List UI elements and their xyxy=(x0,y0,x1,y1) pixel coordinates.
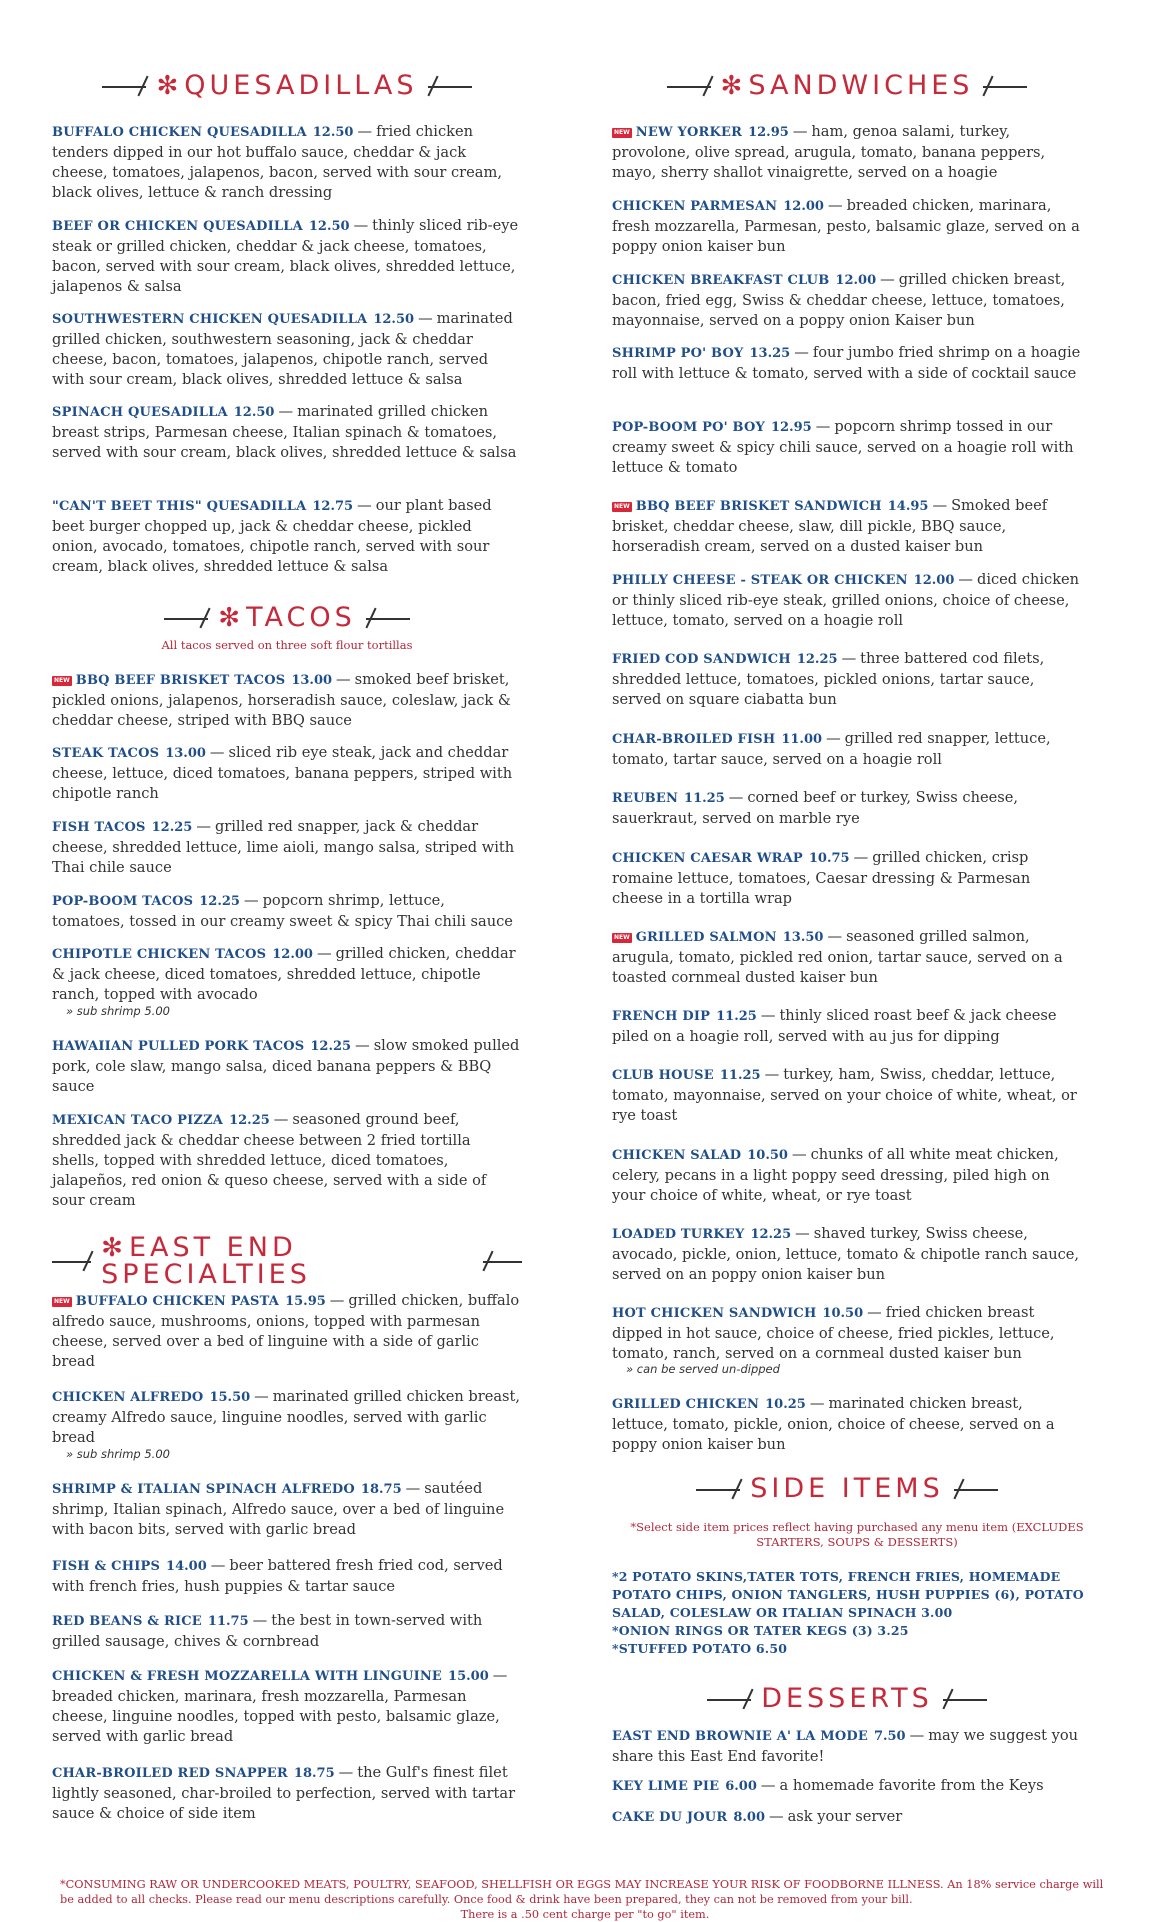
item-price: 12.25 xyxy=(310,1039,352,1054)
item-name: SHRIMP PO' BOY xyxy=(612,346,744,361)
menu-item: POP-BOOM PO' BOY 12.95 — popcorn shrimp tossed in our creamy sweet & spicy chili sauce, served on a hoagie roll with lettuce & tomato xyxy=(612,418,1074,476)
item-price: 12.00 xyxy=(272,947,313,962)
item-name: CLUB HOUSE xyxy=(612,1068,714,1083)
menu-item: CHICKEN & FRESH MOZZARELLA WITH LINGUINE 15.00 —breaded chicken, marinara, fresh mozzarella, Parmesan cheese, linguine noodles, topped with pesto, balsamic glaze, served with garlic bread xyxy=(52,1667,508,1745)
item-price: 13.50 xyxy=(782,930,824,945)
asterisk-star-icon: ✻ xyxy=(218,603,245,633)
divider-left-icon xyxy=(696,1478,740,1500)
tacos-note: All tacos served on three soft flour tortillas xyxy=(161,638,413,652)
section-title: SANDWICHES xyxy=(748,70,974,101)
divider-right-icon xyxy=(428,75,472,97)
menu-item: NEW BUFFALO CHICKEN PASTA 15.95 — grilled chicken, buffalo alfredo sauce, mushrooms, onions, topped with parmesan cheese, served over a bed of linguine with a side of garlic bread xyxy=(52,1292,520,1370)
sides-line: *STUFFED POTATO 6.50 xyxy=(612,1641,788,1656)
item-name: LOADED TURKEY xyxy=(612,1227,745,1242)
item-name: BUFFALO CHICKEN QUESADILLA xyxy=(52,125,307,140)
item-description: popcorn shrimp, lettuce, tomatoes, tossed in our creamy sweet & spicy Thai chili sauce xyxy=(52,892,513,930)
menu-item: CHICKEN CAESAR WRAP 10.75 — grilled chicken, crisp romaine lettuce, tomatoes, Caesar dressing & Parmesan cheese in a tortilla wrap xyxy=(612,849,1031,907)
section-title: EAST END SPECIALTIES xyxy=(101,1232,311,1290)
item-price: 14.00 xyxy=(166,1559,207,1574)
item-description: thinly sliced rib-eye steak or grilled chicken, cheddar & jack cheese, tomatoes, bacon, served with sour cream, black olives, shredded lettuce, jalapenos & salsa xyxy=(52,217,519,295)
item-price: 11.00 xyxy=(781,732,823,747)
item-price: 10.75 xyxy=(808,851,850,866)
item-name: EAST END BROWNIE A' LA MODE xyxy=(612,1729,868,1744)
item-description: may we suggest you share this East End favorite! xyxy=(612,1727,1079,1765)
item-price: 10.50 xyxy=(822,1306,864,1321)
item-name: SPINACH QUESADILLA xyxy=(52,405,228,420)
item-price: 12.50 xyxy=(373,312,415,327)
item-name: MEXICAN TACO PIZZA xyxy=(52,1113,224,1128)
item-name: BBQ BEEF BRISKET SANDWICH xyxy=(635,499,882,514)
menu-item: HAWAIIAN PULLED PORK TACOS 12.25 — slow smoked pulled pork, cole slaw, mango salsa, diced banana peppers & BBQ sauce xyxy=(52,1037,520,1095)
new-badge: NEW xyxy=(614,934,630,941)
divider-right-icon xyxy=(943,1688,987,1710)
item-description: grilled chicken breast, bacon, fried egg, Swiss & cheddar cheese, lettuce, tomatoes, mayonnaise, served on a poppy onion Kaiser bun xyxy=(612,271,1066,329)
item-description: grilled chicken, cheddar & jack cheese, diced tomatoes, shredded lettuce, chipotle ranch, topped with avocado xyxy=(52,945,516,1003)
item-name: POP-BOOM TACOS xyxy=(52,894,194,909)
item-description: marinated chicken breast, lettuce, tomato, pickle, onion, choice of cheese, served on a poppy onion kaiser bun xyxy=(612,1395,1055,1453)
menu-item: CHICKEN BREAKFAST CLUB 12.00 — grilled chicken breast, bacon, fried egg, Swiss & cheddar cheese, lettuce, tomatoes, mayonnaise, served on a poppy onion Kaiser bun xyxy=(612,271,1066,329)
menu-item: SHRIMP PO' BOY 13.25 — four jumbo fried shrimp on a hoagie roll with lettuce & tomato, served with a side of cocktail sauce xyxy=(612,344,1081,382)
menu-item: CAKE DU JOUR 8.00 — ask your server xyxy=(612,1808,903,1825)
item-price: 8.00 xyxy=(733,1810,765,1825)
menu-item: CLUB HOUSE 11.25 — turkey, ham, Swiss, cheddar, lettuce, tomato, mayonnaise, served on your choice of white, wheat, or rye toast xyxy=(612,1066,1077,1124)
item-price: 12.25 xyxy=(151,820,193,835)
item-description: the Gulf's finest filet lightly seasoned, char-broiled to perfection, served with tartar sauce & choice of side item xyxy=(52,1764,516,1822)
item-price: 12.50 xyxy=(233,405,275,420)
footer-line-1: *CONSUMING RAW OR UNDERCOOKED MEATS, POULTRY, SEAFOOD, SHELLFISH OR EGGS MAY INCREASE YOUR RISK OF FOODBORNE ILLNESS. An 18% service charge will be added to all checks. Please read our menu descriptions carefully. Once food & drink have been prepared, they can not be removed from your bill. xyxy=(60,1878,1104,1906)
item-description: seasoned grilled salmon, arugula, tomato, pickled red onion, tartar sauce, served on a toasted cornmeal dusted kaiser bun xyxy=(612,928,1063,986)
item-description: grilled red snapper, jack & cheddar cheese, shredded lettuce, lime aioli, mango salsa, striped with Thai chile sauce xyxy=(52,818,515,876)
item-description: marinated grilled chicken, southwestern seasoning, jack & cheddar cheese, bacon, tomatoes, jalapenos, chipotle ranch, served with sour cream, black olives, shredded lettuce & salsa xyxy=(52,310,513,388)
item-price: 11.75 xyxy=(207,1614,249,1629)
item-price: 7.50 xyxy=(873,1729,906,1744)
item-name: CHICKEN & FRESH MOZZARELLA WITH LINGUINE xyxy=(52,1669,443,1684)
item-description: our plant based beet burger chopped up, jack & cheddar cheese, pickled onion, avocado, tomatoes, chipotle ranch, served with sour cream, black olives, shredded lettuce & salsa xyxy=(52,497,492,575)
footer-disclaimer xyxy=(60,1877,1110,1922)
asterisk-star-icon: ✻ xyxy=(101,1233,127,1263)
item-name: SHRIMP & ITALIAN SPINACH ALFREDO xyxy=(52,1482,355,1497)
item-price: 12.00 xyxy=(783,199,824,214)
item-price: 12.75 xyxy=(312,499,354,514)
new-badge: NEW xyxy=(614,503,630,510)
item-description: popcorn shrimp tossed in our creamy sweet & spicy chili sauce, served on a hoagie roll with lettuce & tomato xyxy=(612,418,1074,476)
item-name: CHICKEN PARMESAN xyxy=(612,199,778,214)
item-price: 12.25 xyxy=(229,1113,270,1128)
menu-item: CHICKEN PARMESAN 12.00 — breaded chicken, marinara, fresh mozzarella, Parmesan, pesto, balsamic glaze, served on a poppy onion kaiser bun xyxy=(612,197,1080,255)
menu-item: SHRIMP & ITALIAN SPINACH ALFREDO 18.75 — sautéed shrimp, Italian spinach, Alfredo sauce, over a bed of linguine with bacon bits, served with garlic bread xyxy=(52,1480,505,1538)
item-description: ask your server xyxy=(787,1808,903,1825)
item-name: PHILLY CHEESE - STEAK OR CHICKEN xyxy=(612,573,908,588)
menu-item: KEY LIME PIE 6.00 — a homemade favorite from the Keys xyxy=(612,1777,1044,1794)
item-name: CHICKEN ALFREDO xyxy=(52,1390,204,1405)
item-name: BUFFALO CHICKEN PASTA xyxy=(75,1294,280,1309)
section-header-sandwiches xyxy=(612,72,1082,99)
menu-item: CHAR-BROILED RED SNAPPER 18.75 — the Gulf's finest filet lightly seasoned, char-broiled to perfection, served with tartar sauce & choice of side item xyxy=(52,1764,516,1822)
item-price: 12.95 xyxy=(748,125,789,140)
item-description: breaded chicken, marinara, fresh mozzarella, Parmesan cheese, linguine noodles, topped with pesto, balsamic glaze, served with garlic bread xyxy=(52,1688,500,1745)
item-price: 11.25 xyxy=(719,1068,761,1083)
section-header-desserts xyxy=(612,1685,1082,1712)
item-price: 15.00 xyxy=(448,1669,489,1684)
item-price: 12.00 xyxy=(835,273,877,288)
item-name: FRIED COD SANDWICH xyxy=(612,652,791,667)
item-price: 12.50 xyxy=(308,219,350,234)
menu-item: CHICKEN ALFREDO 15.50 — marinated grilled chicken breast, creamy Alfredo sauce, linguine noodles, served with garlic bread xyxy=(52,1388,521,1446)
menu-item: NEW GRILLED SALMON 13.50 — seasoned grilled salmon, arugula, tomato, pickled red onion, tartar sauce, served on a toasted cornmeal dusted kaiser bun xyxy=(612,928,1063,986)
item-sub-note: » sub shrimp 5.00 xyxy=(66,1447,170,1461)
item-description: fried chicken tenders dipped in our hot buffalo sauce, cheddar & jack cheese, tomatoes, jalapenos, bacon, served with sour cream, black olives, lettuce & ranch dressing xyxy=(52,123,502,201)
item-price: 18.75 xyxy=(360,1482,402,1497)
item-price: 13.25 xyxy=(749,346,791,361)
menu-item: NEW BBQ BEEF BRISKET TACOS 13.00 — smoked beef brisket, pickled onions, jalapenos, horseradish sauce, coleslaw, jack & cheddar cheese, striped with BBQ sauce xyxy=(52,671,511,729)
item-name: KEY LIME PIE xyxy=(612,1779,720,1794)
item-price: 12.25 xyxy=(199,894,240,909)
section-header-specialties xyxy=(52,1234,522,1288)
item-name: RED BEANS & RICE xyxy=(52,1614,202,1629)
item-description: four jumbo fried shrimp on a hoagie roll with lettuce & tomato, served with a side of cocktail sauce xyxy=(612,344,1081,382)
item-sub-note: » can be served un-dipped xyxy=(626,1362,780,1376)
item-name: STEAK TACOS xyxy=(52,746,160,761)
item-price: 14.95 xyxy=(887,499,929,514)
item-description: marinated grilled chicken breast strips, Parmesan cheese, Italian spinach & tomatoes, served with sour cream, black olives, shredded lettuce & salsa xyxy=(52,403,517,461)
item-description: beer battered fresh fried cod, served with french fries, hush puppies & tartar sauce xyxy=(52,1557,503,1595)
item-description: sautéed shrimp, Italian spinach, Alfredo sauce, over a bed of linguine with bacon bits, served with garlic bread xyxy=(52,1480,505,1538)
item-name: GRILLED CHICKEN xyxy=(612,1397,760,1412)
item-name: "CAN'T BEET THIS" QUESADILLA xyxy=(52,499,307,514)
divider-left-icon xyxy=(707,1688,751,1710)
item-description: chunks of all white meat chicken, celery, pecans in a light poppy seed dressing, piled high on your choice of white, wheat, or rye toast xyxy=(612,1146,1059,1204)
item-price: 15.50 xyxy=(209,1390,251,1405)
item-name: HOT CHICKEN SANDWICH xyxy=(612,1306,817,1321)
item-price: 12.25 xyxy=(750,1227,792,1242)
sides-list xyxy=(612,1568,1102,1658)
item-description: marinated grilled chicken breast, creamy Alfredo sauce, linguine noodles, served with garlic bread xyxy=(52,1388,521,1446)
menu-item: NEW NEW YORKER 12.95 — ham, genoa salami, turkey, provolone, olive spread, arugula, tomato, banana peppers, mayo, sherry shallot vinaigrette, served on a hoagie xyxy=(612,123,1046,181)
divider-left-icon xyxy=(164,607,208,629)
item-name: FRENCH DIP xyxy=(612,1009,711,1024)
item-description: grilled chicken, buffalo alfredo sauce, mushrooms, onions, topped with parmesan cheese, served over a bed of linguine with a side of garlic bread xyxy=(52,1292,520,1370)
divider-right-icon xyxy=(954,1478,998,1500)
menu-item: "CAN'T BEET THIS" QUESADILLA 12.75 — our plant based beet burger chopped up, jack & cheddar cheese, pickled onion, avocado, tomatoes, chipotle ranch, served with sour cream, black olives, shredded lettuce & salsa xyxy=(52,497,492,575)
menu-item: BUFFALO CHICKEN QUESADILLA 12.50 — fried chicken tenders dipped in our hot buffalo sauce, cheddar & jack cheese, tomatoes, jalapenos, bacon, served with sour cream, black olives, lettuce & ranch dressing xyxy=(52,123,502,201)
divider-left-icon xyxy=(667,75,711,97)
item-sub-note: » sub shrimp 5.00 xyxy=(66,1004,170,1018)
item-name: FISH & CHIPS xyxy=(52,1559,161,1574)
menu-item: SOUTHWESTERN CHICKEN QUESADILLA 12.50 — marinated grilled chicken, southwestern seasoning, jack & cheddar cheese, bacon, tomatoes, jalapenos, chipotle ranch, served with sour cream, black olives, shredded lettuce & salsa xyxy=(52,310,513,388)
item-description: breaded chicken, marinara, fresh mozzarella, Parmesan, pesto, balsamic glaze, served on a poppy onion kaiser bun xyxy=(612,197,1080,255)
asterisk-star-icon: ✻ xyxy=(156,71,183,101)
menu-item: GRILLED CHICKEN 10.25 — marinated chicken breast, lettuce, tomato, pickle, onion, choice of cheese, served on a poppy onion kaiser bun xyxy=(612,1395,1055,1453)
item-price: 6.00 xyxy=(725,1779,757,1794)
item-description: turkey, ham, Swiss, cheddar, lettuce, tomato, mayonnaise, served on your choice of white, wheat, or rye toast xyxy=(612,1066,1077,1124)
menu-item: CHICKEN SALAD 10.50 — chunks of all white meat chicken, celery, pecans in a light poppy seed dressing, piled high on your choice of white, wheat, or rye toast xyxy=(612,1146,1059,1204)
menu-item: PHILLY CHEESE - STEAK OR CHICKEN 12.00 — diced chicken or thinly sliced rib-eye steak, grilled onions, choice of cheese, lettuce, tomato, served on a hoagie roll xyxy=(612,571,1080,629)
item-price: 11.25 xyxy=(684,791,725,806)
item-description: sliced rib eye steak, jack and cheddar cheese, lettuce, diced tomatoes, banana peppers, striped with chipotle ranch xyxy=(52,744,513,802)
asterisk-star-icon: ✻ xyxy=(720,71,747,101)
item-description: grilled red snapper, lettuce, tomato, tartar sauce, served on a hoagie roll xyxy=(612,730,1051,768)
item-price: 13.00 xyxy=(165,746,206,761)
item-name: CHICKEN SALAD xyxy=(612,1148,742,1163)
item-name: CHICKEN BREAKFAST CLUB xyxy=(612,273,830,288)
item-name: CHICKEN CAESAR WRAP xyxy=(612,851,803,866)
item-description: fried chicken breast dipped in hot sauce, choice of cheese, fried pickles, lettuce, tomato, ranch, served on a cornmeal dusted kaiser bun xyxy=(612,1304,1055,1362)
menu-item: MEXICAN TACO PIZZA 12.25 — seasoned ground beef, shredded jack & cheddar cheese between 2 fried tortilla shells, topped with shredded lettuce, diced tomatoes, jalapeños, red onion & queso cheese, served with a side of sour cream xyxy=(52,1111,487,1209)
item-price: 15.95 xyxy=(285,1294,326,1309)
menu-item: NEW BBQ BEEF BRISKET SANDWICH 14.95 — Smoked beef brisket, cheddar cheese, slaw, dill pickle, BBQ sauce, horseradish cream, served on a dusted kaiser bun xyxy=(612,497,1048,555)
section-header-quesadillas xyxy=(52,72,522,99)
section-header-sides xyxy=(612,1475,1082,1502)
section-header-tacos xyxy=(52,604,522,631)
menu-item: LOADED TURKEY 12.25 — shaved turkey, Swiss cheese, avocado, pickle, onion, lettuce, tomato & chipotle ranch sauce, served on an poppy onion kaiser bun xyxy=(612,1225,1080,1283)
item-price: 12.50 xyxy=(312,125,354,140)
menu-item: FISH TACOS 12.25 — grilled red snapper, jack & cheddar cheese, shredded lettuce, lime aioli, mango salsa, striped with Thai chile sauce xyxy=(52,818,515,876)
section-title: SIDE ITEMS xyxy=(750,1473,944,1504)
item-name: FISH TACOS xyxy=(52,820,146,835)
item-description: ham, genoa salami, turkey, provolone, olive spread, arugula, tomato, banana peppers, mayo, sherry shallot vinaigrette, served on a hoagie xyxy=(612,123,1046,181)
menu-item: FISH & CHIPS 14.00 — beer battered fresh fried cod, served with french fries, hush puppies & tartar sauce xyxy=(52,1557,503,1595)
item-price: 18.75 xyxy=(293,1766,335,1781)
item-price: 10.50 xyxy=(747,1148,788,1163)
menu-item: CHAR-BROILED FISH 11.00 — grilled red snapper, lettuce, tomato, tartar sauce, served on a hoagie roll xyxy=(612,730,1051,768)
item-description: seasoned ground beef, shredded jack & cheddar cheese between 2 fried tortilla shells, topped with shredded lettuce, diced tomatoes, jalapeños, red onion & queso cheese, served with a side of sour cream xyxy=(52,1111,487,1209)
item-price: 11.25 xyxy=(716,1009,757,1024)
item-name: BBQ BEEF BRISKET TACOS xyxy=(75,673,286,688)
item-price: 13.00 xyxy=(291,673,333,688)
item-price: 12.95 xyxy=(771,420,812,435)
divider-left-icon xyxy=(52,1250,91,1272)
item-description: a homemade favorite from the Keys xyxy=(779,1777,1044,1794)
item-description: slow smoked pulled pork, cole slaw, mango salsa, diced banana peppers & BBQ sauce xyxy=(52,1037,520,1095)
item-description: three battered cod filets, shredded lettuce, tomatoes, pickled onions, tartar sauce, served on square ciabatta bun xyxy=(612,650,1045,708)
item-name: CHIPOTLE CHICKEN TACOS xyxy=(52,947,267,962)
new-badge: NEW xyxy=(54,1298,70,1305)
menu-item: POP-BOOM TACOS 12.25 — popcorn shrimp, lettuce, tomatoes, tossed in our creamy sweet & spicy Thai chili sauce xyxy=(52,892,513,930)
item-description: corned beef or turkey, Swiss cheese, sauerkraut, served on marble rye xyxy=(612,789,1019,827)
section-title: TACOS xyxy=(246,602,356,633)
menu-item: STEAK TACOS 13.00 — sliced rib eye steak, jack and cheddar cheese, lettuce, diced tomatoes, banana peppers, striped with chipotle ranch xyxy=(52,744,513,802)
section-title: DESSERTS xyxy=(761,1683,933,1714)
menu-item: BEEF OR CHICKEN QUESADILLA 12.50 — thinly sliced rib-eye steak or grilled chicken, cheddar & jack cheese, tomatoes, bacon, served with sour cream, black olives, shredded lettuce, jalapenos & salsa xyxy=(52,217,519,295)
divider-right-icon xyxy=(483,1250,522,1272)
item-price: 10.25 xyxy=(765,1397,806,1412)
item-price: 12.25 xyxy=(796,652,838,667)
divider-right-icon xyxy=(366,607,410,629)
item-description: shaved turkey, Swiss cheese, avocado, pickle, onion, lettuce, tomato & chipotle ranch sauce, served on an poppy onion kaiser bun xyxy=(612,1225,1080,1283)
item-name: CHAR-BROILED FISH xyxy=(612,732,776,747)
item-name: CAKE DU JOUR xyxy=(612,1810,728,1825)
item-name: GRILLED SALMON xyxy=(635,930,777,945)
item-description: Smoked beef brisket, cheddar cheese, slaw, dill pickle, BBQ sauce, horseradish cream, served on a dusted kaiser bun xyxy=(612,497,1048,555)
sides-note: *Select side item prices reflect having purchased any menu item (EXCLUDES STARTERS, SOUPS & DESSERTS) xyxy=(630,1520,1084,1549)
item-name: SOUTHWESTERN CHICKEN QUESADILLA xyxy=(52,312,368,327)
menu-item: FRIED COD SANDWICH 12.25 — three battered cod filets, shredded lettuce, tomatoes, pickled onions, tartar sauce, served on square ciabatta bun xyxy=(612,650,1045,708)
item-description: thinly sliced roast beef & jack cheese piled on a hoagie roll, served with au jus for dipping xyxy=(612,1007,1057,1045)
item-price: 12.00 xyxy=(913,573,955,588)
item-description: the best in town-served with grilled sausage, chives & cornbread xyxy=(52,1612,483,1650)
item-description: grilled chicken, crisp romaine lettuce, tomatoes, Caesar dressing & Parmesan cheese in a tortilla wrap xyxy=(612,849,1031,907)
section-title: QUESADILLAS xyxy=(184,70,418,101)
menu-item: HOT CHICKEN SANDWICH 10.50 — fried chicken breast dipped in hot sauce, choice of cheese, fried pickles, lettuce, tomato, ranch, served on a cornmeal dusted kaiser bun xyxy=(612,1304,1055,1362)
item-description: diced chicken or thinly sliced rib-eye steak, grilled onions, choice of cheese, lettuce, tomato, served on a hoagie roll xyxy=(612,571,1080,629)
new-badge: NEW xyxy=(54,677,70,684)
sides-line: *2 POTATO SKINS,TATER TOTS, FRENCH FRIES, HOMEMADE POTATO CHIPS, ONION TANGLERS, HUSH PUPPIES (6), POTATO SALAD, COLESLAW OR ITALIAN SPINACH 3.00 xyxy=(612,1569,1084,1620)
menu-item: SPINACH QUESADILLA 12.50 — marinated grilled chicken breast strips, Parmesan cheese, Italian spinach & tomatoes, served with sour cream, black olives, shredded lettuce & salsa xyxy=(52,403,517,461)
item-name: CHAR-BROILED RED SNAPPER xyxy=(52,1766,288,1781)
menu-item: CHIPOTLE CHICKEN TACOS 12.00 — grilled chicken, cheddar & jack cheese, diced tomatoes, shredded lettuce, chipotle ranch, topped with avocado xyxy=(52,945,516,1003)
item-name: REUBEN xyxy=(612,791,679,806)
item-name: HAWAIIAN PULLED PORK TACOS xyxy=(52,1039,305,1054)
sides-line: *ONION RINGS OR TATER KEGS (3) 3.25 xyxy=(612,1623,909,1638)
new-badge: NEW xyxy=(614,129,630,136)
divider-right-icon xyxy=(983,75,1027,97)
item-name: POP-BOOM PO' BOY xyxy=(612,420,765,435)
menu-item: EAST END BROWNIE A' LA MODE 7.50 — may we suggest you share this East End favorite! xyxy=(612,1727,1079,1765)
footer-line-2: There is a .50 cent charge per "to go" item. xyxy=(460,1908,710,1921)
divider-left-icon xyxy=(102,75,146,97)
menu-item: REUBEN 11.25 — corned beef or turkey, Swiss cheese, sauerkraut, served on marble rye xyxy=(612,789,1019,827)
menu-item: FRENCH DIP 11.25 — thinly sliced roast beef & jack cheese piled on a hoagie roll, served with au jus for dipping xyxy=(612,1007,1057,1045)
item-description: smoked beef brisket, pickled onions, jalapenos, horseradish sauce, coleslaw, jack & cheddar cheese, striped with BBQ sauce xyxy=(52,671,511,729)
item-name: NEW YORKER xyxy=(635,125,743,140)
menu-item: RED BEANS & RICE 11.75 — the best in town-served with grilled sausage, chives & cornbread xyxy=(52,1612,483,1650)
item-name: BEEF OR CHICKEN QUESADILLA xyxy=(52,219,303,234)
